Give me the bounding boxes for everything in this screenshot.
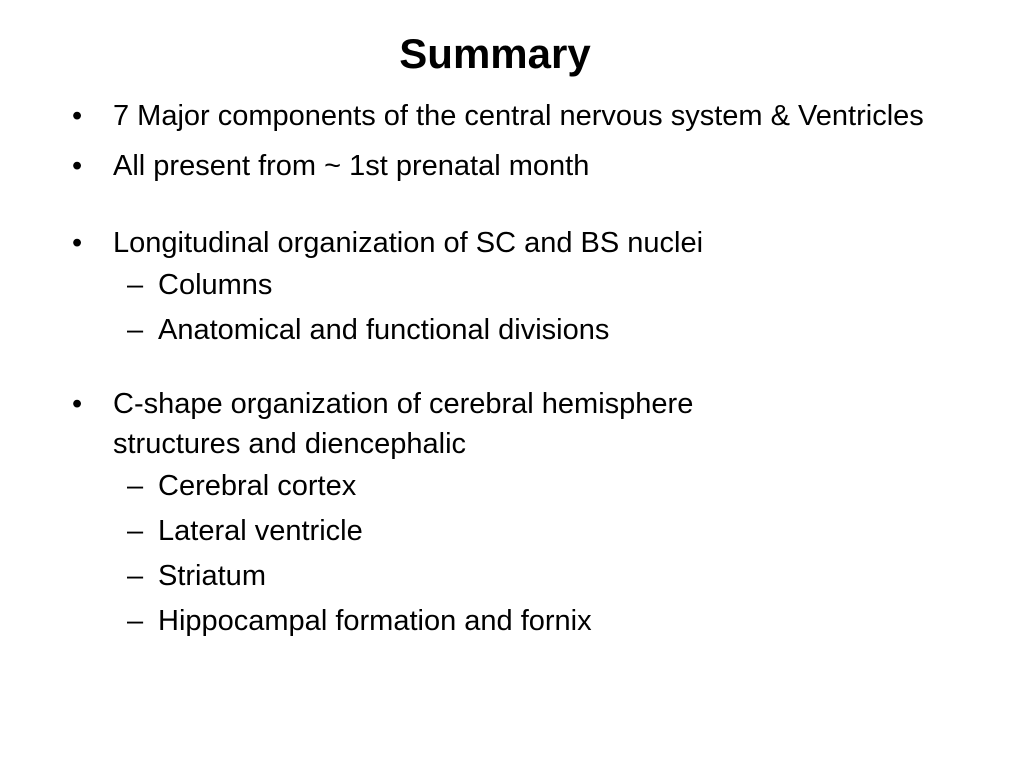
sub-item-ventricle: [72, 509, 952, 554]
sub-item-cortex: [72, 464, 952, 509]
sub-item-columns: [72, 263, 952, 308]
bullet-item-components: [72, 96, 952, 136]
sub-item-hippocampal: [72, 599, 952, 644]
slide-title: Summary: [399, 30, 591, 77]
sub-text: Striatum: [158, 560, 266, 592]
bullet-text: Longitudinal organization of SC and BS nuclei: [113, 227, 704, 259]
bullet-item-c-shape: [72, 384, 813, 464]
sub-item-divisions: [72, 308, 952, 353]
sub-marker: –: [127, 560, 144, 592]
bullet-text: 7 Major components of the central nervous system & Ventricles: [113, 100, 924, 132]
sub-text: Hippocampal formation and fornix: [158, 605, 592, 637]
sub-marker: –: [127, 515, 144, 547]
bullet-text: All present from ~ 1st prenatal month: [113, 150, 590, 182]
sub-marker: –: [127, 605, 144, 637]
bullet-list: [72, 96, 952, 644]
sub-text: Anatomical and functional divisions: [158, 314, 610, 346]
bullet-marker: •: [72, 227, 83, 259]
bullet-item-longitudinal: [72, 223, 952, 263]
sub-marker: –: [127, 470, 144, 502]
bullet-marker: •: [72, 100, 83, 132]
sub-text: Lateral ventricle: [158, 515, 363, 547]
sub-marker: –: [127, 269, 144, 301]
sub-item-striatum: [72, 554, 952, 599]
bullet-item-prenatal: [72, 146, 952, 186]
sub-text: Cerebral cortex: [158, 470, 357, 502]
bullet-marker: •: [72, 388, 83, 420]
sub-text: Columns: [158, 269, 273, 301]
sub-marker: –: [127, 314, 144, 346]
bullet-marker: •: [72, 150, 83, 182]
bullet-text: C-shape organization of cerebral hemisphere structures and diencephalic: [113, 388, 694, 460]
